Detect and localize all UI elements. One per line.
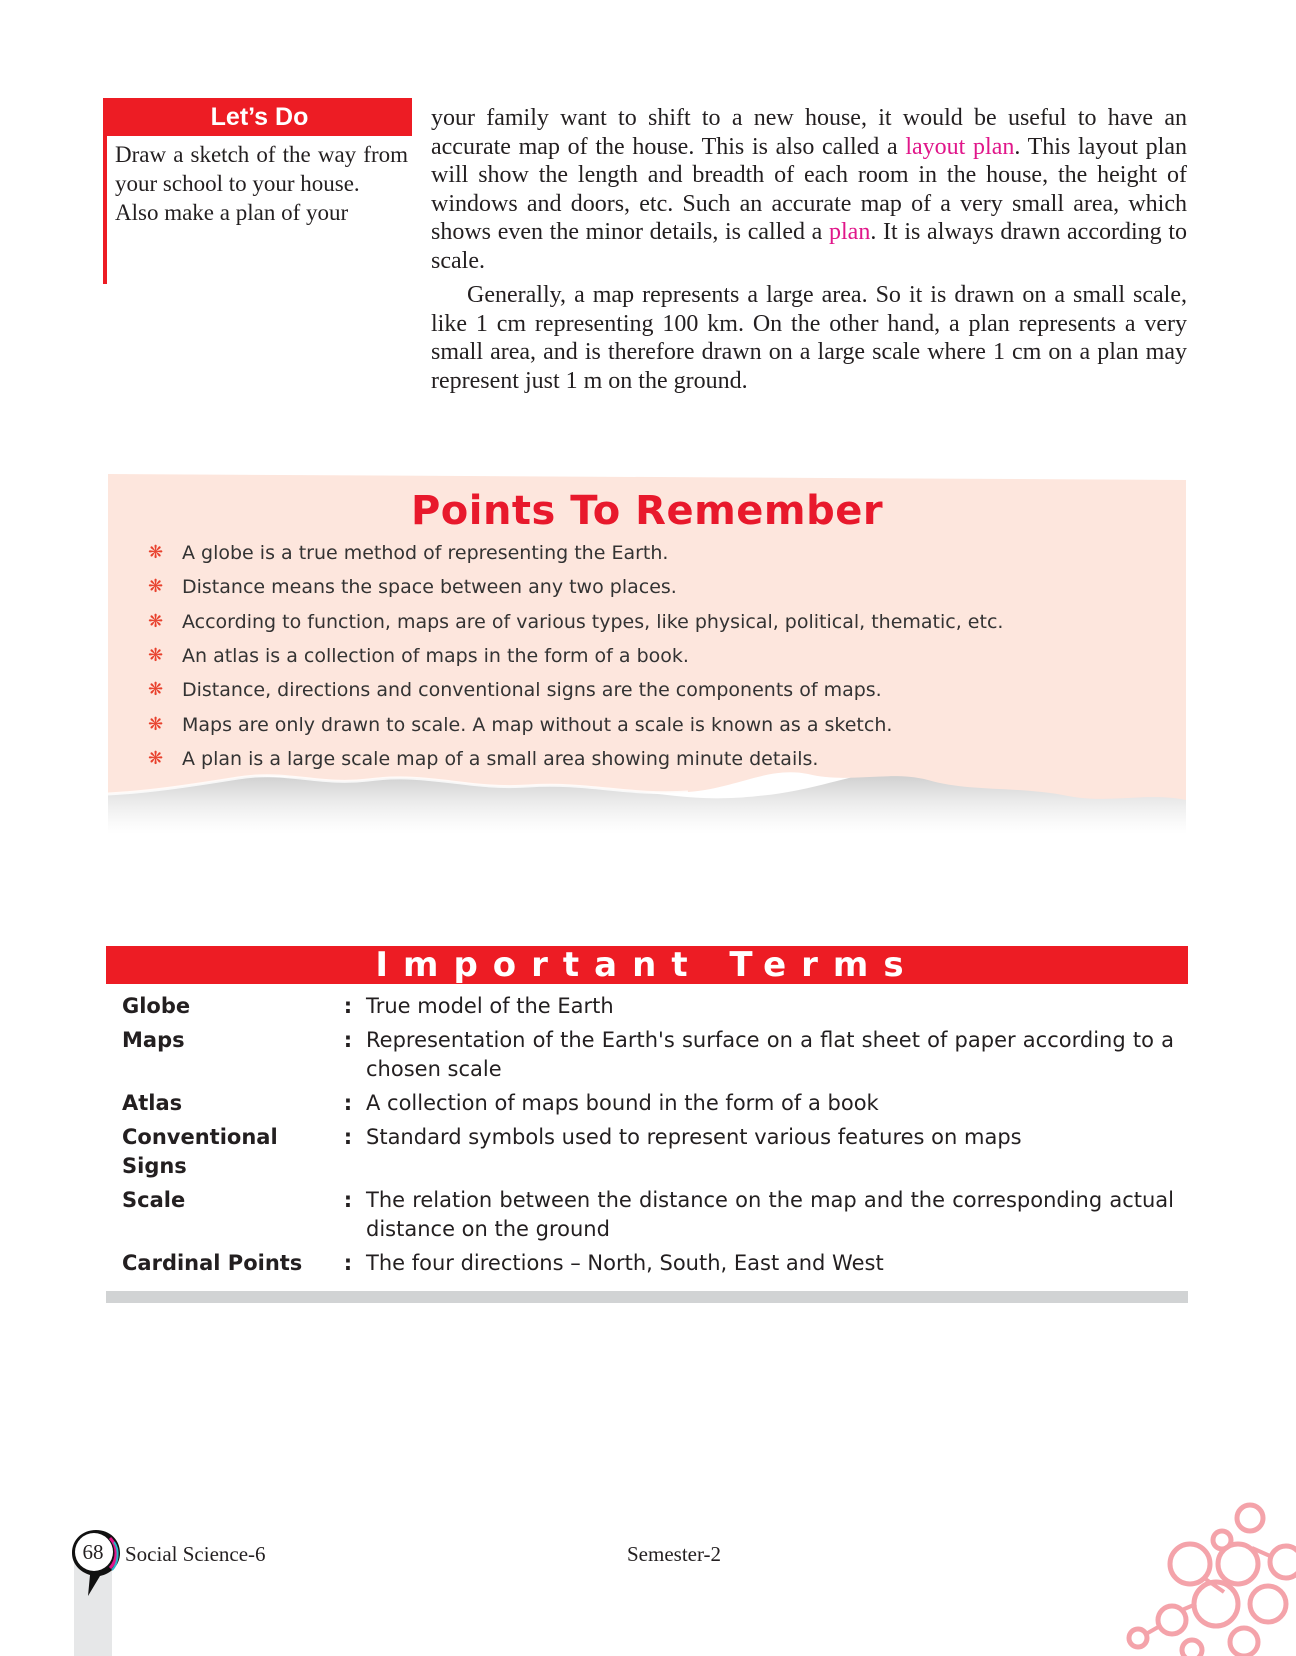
terms-table bbox=[106, 992, 1188, 1283]
term-definition: A collection of maps bound in the form of a book bbox=[366, 1091, 879, 1115]
list-item: ❋ An atlas is a collection of maps in the form of a book. bbox=[148, 639, 1003, 673]
term-name: Maps bbox=[122, 1028, 185, 1052]
term-row bbox=[106, 1123, 1188, 1186]
flower-bullet-icon: ❋ bbox=[148, 576, 164, 598]
book-title: Social Science-6 bbox=[125, 1542, 266, 1566]
term-definition: The relation between the distance on the map and the corresponding actual distance on the ground bbox=[366, 1188, 1174, 1241]
points-title: Points To Remember bbox=[410, 488, 884, 534]
term-row bbox=[106, 992, 1188, 1026]
term-row bbox=[106, 1089, 1188, 1123]
lets-do-text: Draw a sketch of the way from your school to your house. bbox=[115, 142, 408, 196]
term-name: Cardinal Points bbox=[122, 1251, 303, 1275]
list-item: ❋ A globe is a true method of representing the Earth. bbox=[148, 536, 1003, 570]
points-list bbox=[148, 536, 1003, 776]
flower-bullet-icon: ❋ bbox=[148, 542, 164, 564]
term-definition: The four directions – North, South, East and West bbox=[366, 1251, 884, 1275]
term-definition: Representation of the Earth's surface on a flat sheet of paper according to a chosen scale bbox=[366, 1028, 1174, 1081]
term-plan: plan bbox=[829, 219, 871, 245]
term-name: Conventional Signs bbox=[122, 1125, 278, 1178]
term-separator: : bbox=[343, 994, 353, 1018]
lets-do-text: Also make a plan of your bbox=[115, 200, 349, 225]
term-name: Globe bbox=[122, 994, 191, 1018]
lets-do-title: Let’s Do bbox=[107, 98, 412, 136]
term-separator: : bbox=[343, 1028, 353, 1052]
list-item: ❋ Maps are only drawn to scale. A map without a scale is known as a sketch. bbox=[148, 707, 1003, 741]
term-separator: : bbox=[343, 1091, 353, 1115]
list-item: ❋ Distance means the space between any two places. bbox=[148, 570, 1003, 604]
term-separator: : bbox=[343, 1188, 353, 1212]
intro-text bbox=[431, 104, 1187, 395]
lets-do-box bbox=[103, 98, 412, 284]
lets-do-body bbox=[107, 136, 412, 227]
terms-title: Important Terms bbox=[106, 946, 1188, 984]
terms-bottom-bar bbox=[106, 1291, 1188, 1303]
decorative-circles-icon bbox=[1120, 1500, 1296, 1656]
flower-bullet-icon: ❋ bbox=[148, 747, 164, 769]
term-definition: True model of the Earth bbox=[366, 994, 614, 1018]
semester-label: Semester-2 bbox=[627, 1542, 722, 1566]
term-separator: : bbox=[343, 1251, 353, 1275]
term-definition: Standard symbols used to represent various features on maps bbox=[366, 1125, 1022, 1149]
term-layout-plan: layout plan bbox=[905, 133, 1015, 160]
flower-bullet-icon: ❋ bbox=[148, 645, 164, 667]
important-terms bbox=[106, 946, 1188, 1303]
list-item: ❋ Distance, directions and conventional signs are the components of maps. bbox=[148, 673, 1003, 707]
intro-paragraph: Generally, a map represents a large area. So it is drawn on a small scale, like 1 cm representing 100 km. On the other hand, a plan represents a very small area, and is therefore drawn on a large scale where 1 cm on a plan may represent just 1 m on the ground. bbox=[431, 282, 1187, 394]
list-item: ❋ According to function, maps are of various types, like physical, political, thematic, etc. bbox=[148, 605, 1003, 639]
flower-bullet-icon: ❋ bbox=[148, 679, 164, 701]
intro-paragraph: your family want to shift to a new house, it would be useful to have an accurate map of the house. This is also called a layout plan. This layout plan will show the length and breadth of each room in the house, the height of windows and doors, etc. Such an accurate map of a very small area, which shows even the minor details, is called a plan. It is always drawn according to scale. bbox=[431, 105, 1188, 274]
term-row bbox=[106, 1186, 1188, 1249]
term-name: Atlas bbox=[122, 1091, 183, 1115]
page-number: 68 bbox=[82, 1540, 104, 1564]
term-separator: : bbox=[343, 1125, 353, 1149]
list-item: ❋ A plan is a large scale map of a small area showing minute details. bbox=[148, 742, 1003, 776]
term-name: Scale bbox=[122, 1188, 186, 1212]
flower-bullet-icon: ❋ bbox=[148, 713, 164, 735]
term-row bbox=[106, 1249, 1188, 1283]
flower-bullet-icon: ❋ bbox=[148, 610, 164, 632]
term-row bbox=[106, 1026, 1188, 1089]
points-to-remember bbox=[108, 474, 1186, 846]
